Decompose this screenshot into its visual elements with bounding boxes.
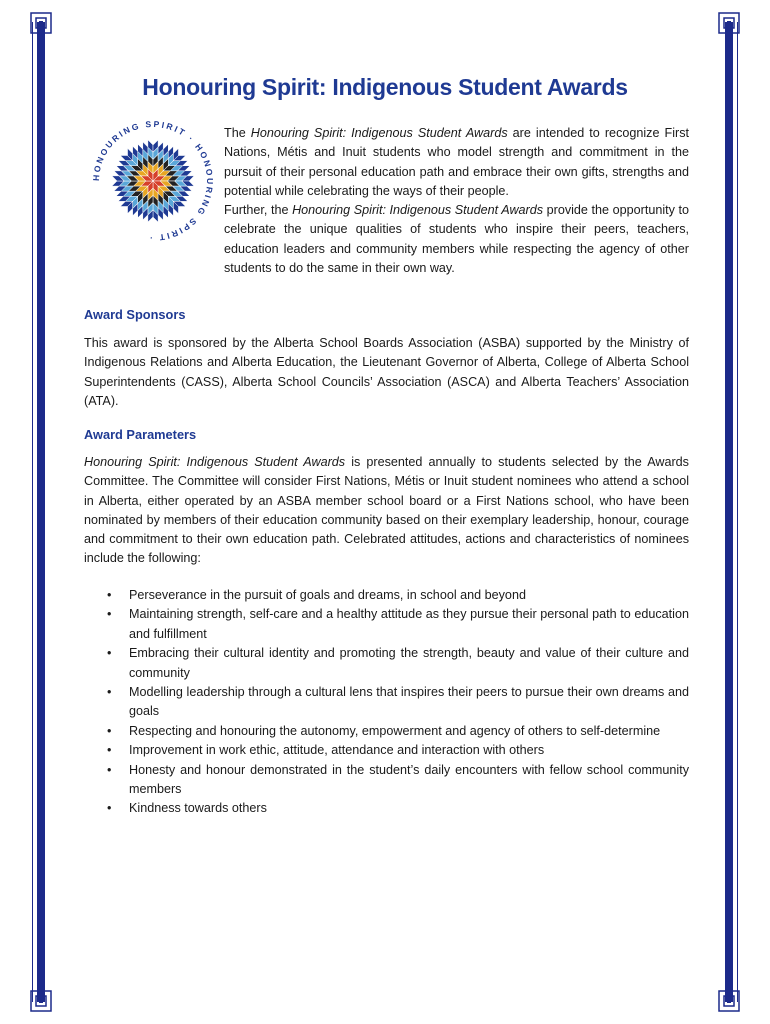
intro-p1-start: The (224, 126, 251, 140)
criteria-text: Improvement in work ethic, attitude, attendance and interaction with others (129, 743, 545, 758)
criteria-text: Honesty and honour demonstrated in the student’s daily encounters with fellow school community members (129, 762, 689, 797)
criteria-text: Perseverance in the pursuit of goals and dreams, in school and beyond (129, 588, 526, 602)
bullet-icon: • (107, 607, 112, 622)
parameters-body: is presented annually to students selected by the Awards Committee. The Committee will consider First Nations, Métis or Inuit student nominees who attend a school in Alberta, either operated by an ASBA member school board or a First Nations school, who have been nominated by members of their education community based on their exemplary leadership, honour, courage and commitment to their own education path. Celebrated attitudes, actions and characteristics of nominees include the following: (84, 455, 689, 566)
bullet-icon: • (107, 685, 112, 700)
corner-ornament-top-left (30, 12, 52, 34)
corner-ornament-top-right (718, 12, 740, 34)
criteria-list-item (84, 741, 689, 760)
intro-p1-rest: are intended to recognize First Nations, Métis and Inuit students who model strength and commitment in the pursuit of their personal education path and embrace their own gifts, strengths and potential while celebrating the ways of their people. (224, 126, 690, 198)
border-line-left (32, 22, 33, 1002)
bullet-icon: • (107, 588, 112, 602)
intro-p2-rest: provide the opportunity to celebrate the unique qualities of students who inspire their peers, teachers, education leaders and community members while respecting the agency of other students to do the same in their own way. (224, 203, 689, 276)
criteria-list-item (84, 644, 689, 683)
logo-ring-text: HONOURING SPIRIT · HONOURING SPIRIT · (90, 118, 216, 244)
criteria-list-item (84, 605, 689, 644)
parameters-heading: Award Parameters (84, 427, 197, 442)
criteria-text: Respecting and honouring the autonomy, empowerment and agency of others to self-determine (129, 723, 661, 738)
criteria-list-item (84, 722, 689, 741)
criteria-list-item (84, 586, 689, 605)
criteria-list-item (84, 683, 689, 722)
parameters-award-name: Honouring Spirit: Indigenous Student Awards (84, 455, 346, 469)
page-title: Honouring Spirit: Indigenous Student Awards (142, 74, 628, 100)
logo-spacer (84, 124, 224, 260)
intro-section (84, 124, 689, 278)
criteria-list-item (84, 799, 689, 818)
criteria-text: Maintaining strength, self-care and a healthy attitude as they pursue their personal path to education and fulfillment (129, 607, 689, 641)
intro-p1-award-name: Honouring Spirit: Indigenous Student Awards (250, 126, 508, 140)
criteria-text: Modelling leadership through a cultural lens that inspires their peers to pursue their own dreams and goals (129, 685, 689, 719)
parameters-text (84, 453, 689, 569)
criteria-text: Embracing their cultural identity and promoting the strength, beauty and value of their culture and community (129, 646, 689, 680)
border-bar-left (37, 22, 45, 1002)
criteria-list (84, 586, 689, 819)
bullet-icon: • (107, 723, 112, 738)
criteria-list-item (84, 761, 689, 800)
sponsors-heading: Award Sponsors (84, 307, 186, 322)
corner-ornament-bottom-left (30, 990, 52, 1012)
intro-p2-award-name: Honouring Spirit: Indigenous Student Awards (292, 203, 544, 218)
sponsors-text: This award is sponsored by the Alberta School Boards Association (ASBA) supported by the Ministry of Indigenous Relations and Alberta Education, the Lieutenant Governor of Alberta, College of Alberta School Superintendents (CASS), Alberta School Councils’ Association (ASCA) and Alberta Teachers’ Association (ATA). (84, 336, 689, 408)
intro-p2-start: Further, the (224, 203, 293, 218)
bullet-icon: • (107, 762, 112, 777)
bullet-icon: • (107, 743, 112, 758)
bullet-icon: • (107, 646, 112, 661)
border-line-right (737, 22, 738, 1002)
corner-ornament-bottom-right (718, 990, 740, 1012)
criteria-text: Kindness towards others (129, 801, 267, 816)
border-bar-right (725, 22, 733, 1002)
bullet-icon: • (107, 801, 112, 816)
